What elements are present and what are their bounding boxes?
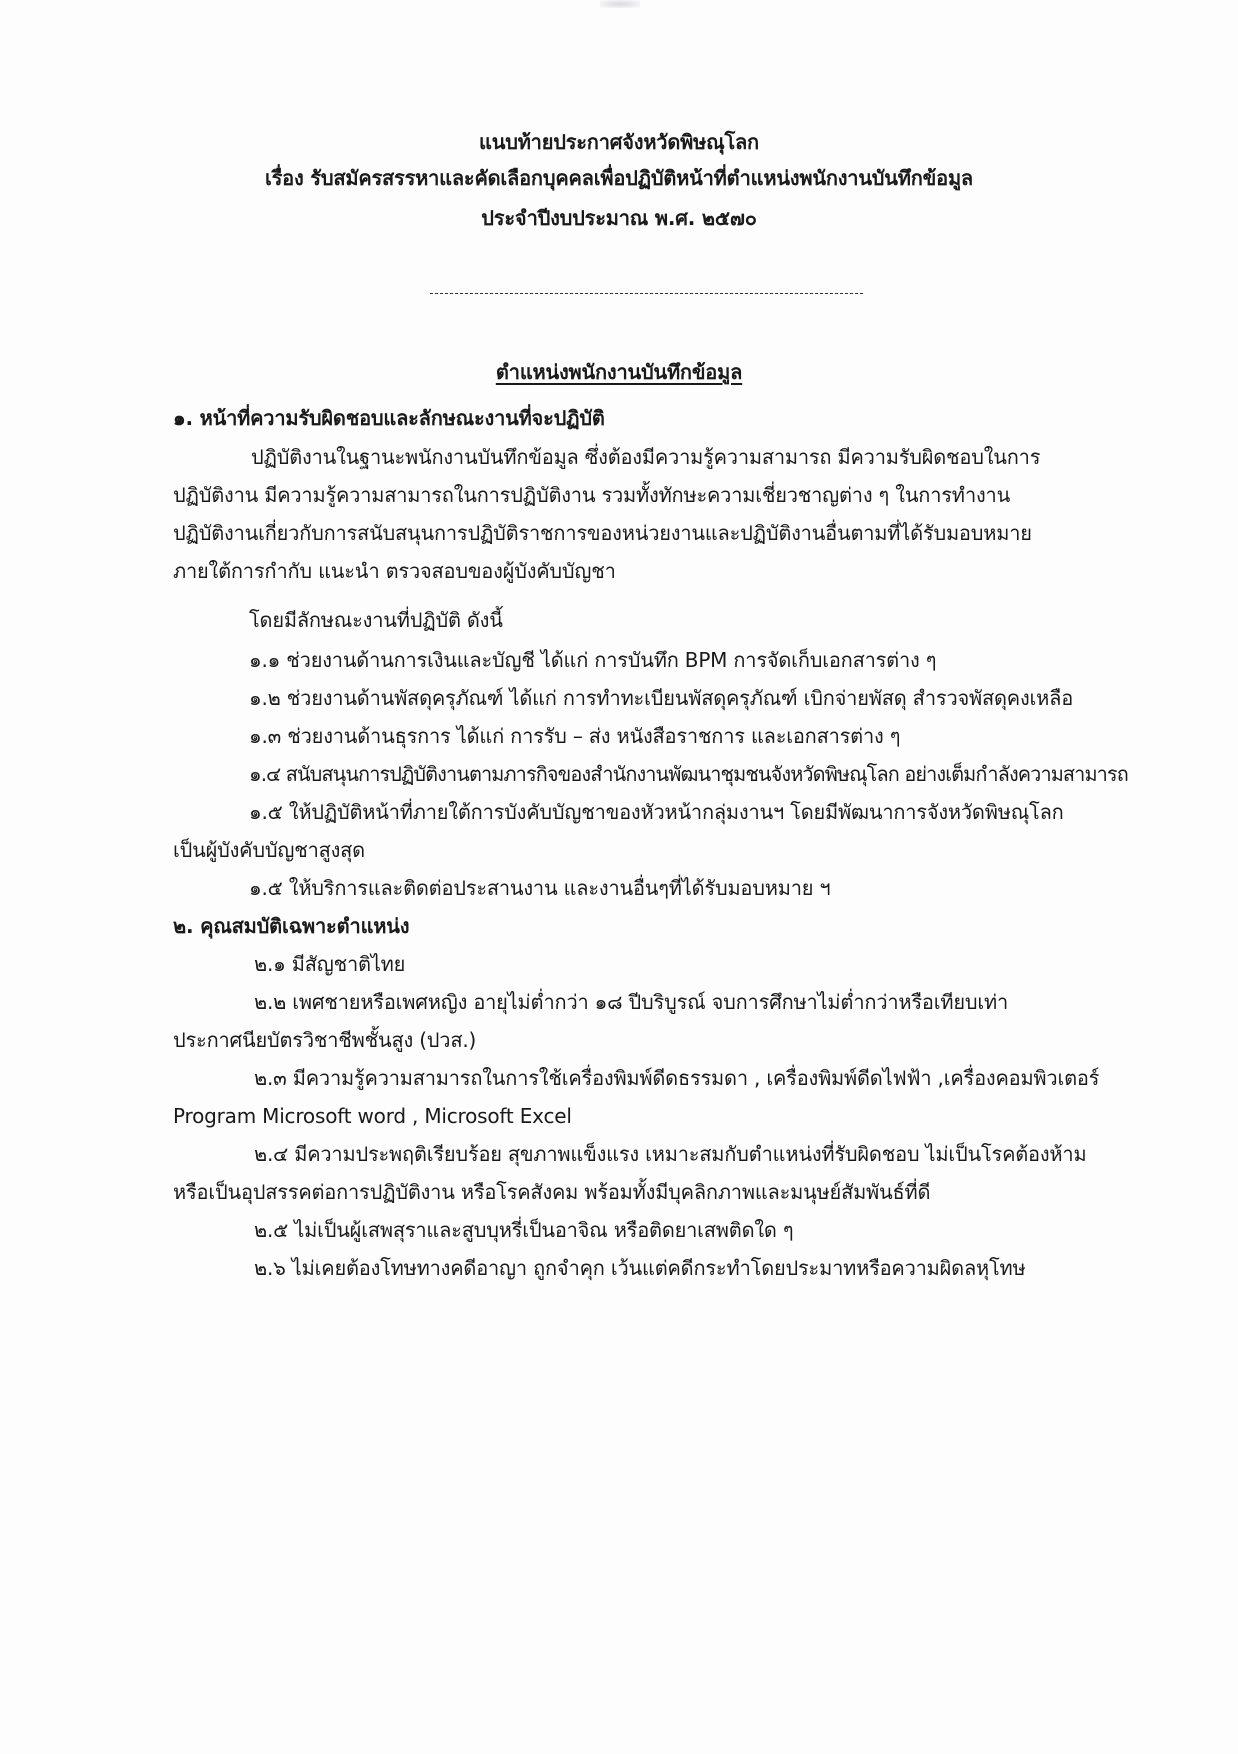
header-line-1: แนบท้ายประกาศจังหวัดพิษณุโลก — [479, 130, 759, 154]
section2-item: ๒.๔ มีความประพฤติเรียบร้อย สุขภาพแข็งแรง เหมาะสมกับตำแหน่งที่รับผิดชอบ ไม่เป็นโรคต้องห้าม — [254, 1142, 1087, 1166]
section2-item: ๒.๓ มีความรู้ความสามารถในการใช้เครื่องพิมพ์ดีดธรรมดา , เครื่องพิมพ์ดีดไฟฟ้า ,เครื่องคอมพิวเตอร์ — [254, 1066, 1100, 1090]
section1-para-line: ปฏิบัติงานในฐานะพนักงานบันทึกข้อมูล ซึ่งต้องมีความรู้ความสามารถ มีความรับผิดชอบในการ — [251, 445, 1041, 469]
position-title-text: ตำแหน่งพนักงานบันทึกข้อมูล — [495, 360, 743, 384]
section1-para-line: ปฏิบัติงานเกี่ยวกับการสนับสนุนการปฏิบัติราชการของหน่วยงานและปฏิบัติงานอื่นตามที่ได้รับมอบหมาย — [173, 521, 1032, 545]
header-line-2: เรื่อง รับสมัครสรรหาและคัดเลือกบุคคลเพื่อปฏิบัติหน้าที่ตำแหน่งพนักงานบันทึกข้อมูล — [264, 166, 973, 190]
section1-item: ๑.๒ ช่วยงานด้านพัสดุครุภัณฑ์ ได้แก่ การทำทะเบียนพัสดุครุภัณฑ์ เบิกจ่ายพัสดุ สำรวจพัสดุคงเหลือ — [249, 686, 1074, 710]
section1-item: ๑.๕ ให้บริการและติดต่อประสานงาน และงานอื่นๆที่ได้รับมอบหมาย ฯ — [249, 876, 831, 900]
section2-item: ประกาศนียบัตรวิชาชีพชั้นสูง (ปวส.) — [173, 1028, 477, 1052]
section2-item: ๒.๖ ไม่เคยต้องโทษทางคดีอาญา ถูกจำคุก เว้นแต่คดีกระทำโดยประมาทหรือความผิดลหุโทษ — [254, 1256, 1026, 1280]
section1-item: ๑.๓ ช่วยงานด้านธุรการ ได้แก่ การรับ – ส่ง หนังสือราชการ และเอกสารต่าง ๆ — [249, 724, 901, 748]
section1-intro: โดยมีลักษณะงานที่ปฏิบัติ ดังนี้ — [249, 608, 503, 632]
section1-para-line: ปฏิบัติงาน มีความรู้ความสามารถในการปฏิบัติงาน รวมทั้งทักษะความเชี่ยวชาญต่าง ๆ ในการทำงาน — [173, 483, 1011, 507]
section1-item: ๑.๕ ให้ปฏิบัติหน้าที่ภายใต้การบังคับบัญชาของหัวหน้ากลุ่มงานฯ โดยมีพัฒนาการจังหวัดพิษณุโลก — [249, 800, 1064, 824]
section1-heading: ๑. หน้าที่ความรับผิดชอบและลักษณะงานที่จะปฏิบัติ — [173, 406, 605, 430]
position-title — [0, 357, 1238, 387]
section2-item: หรือเป็นอุปสรรคต่อการปฏิบัติงาน หรือโรคสังคม พร้อมทั้งมีบุคลิกภาพและมนุษย์สัมพันธ์ที่ดี — [173, 1180, 931, 1204]
section1-item: ๑.๔ สนับสนุนการปฏิบัติงานตามภารกิจของสำนักงานพัฒนาชุมชนจังหวัดพิษณุโลก อย่างเต็มกำลังความสามารถ — [249, 762, 1128, 786]
section2-item: ๒.๑ มีสัญชาติไทย — [254, 952, 406, 976]
section1-para-line: ภายใต้การกำกับ แนะนำ ตรวจสอบของผู้บังคับบัญชา — [173, 559, 616, 583]
section1-item: เป็นผู้บังคับบัญชาสูงสุด — [173, 838, 365, 862]
header-line-3: ประจำปีงบประมาณ พ.ศ. ๒๕๗๐ — [481, 206, 757, 230]
section2-heading: ๒. คุณสมบัติเฉพาะตำแหน่ง — [173, 914, 410, 938]
scan-artifact — [600, 0, 640, 8]
header-divider — [430, 293, 863, 294]
section2-item: Program Microsoft word , Microsoft Excel — [173, 1104, 572, 1128]
section2-item: ๒.๒ เพศชายหรือเพศหญิง อายุไม่ต่ำกว่า ๑๘ ปีบริบูรณ์ จบการศึกษาไม่ต่ำกว่าหรือเทียบเท่า — [254, 990, 1009, 1014]
section1-item: ๑.๑ ช่วยงานด้านการเงินและบัญชี ได้แก่ การบันทึก BPM การจัดเก็บเอกสารต่าง ๆ — [249, 648, 937, 672]
section2-item: ๒.๕ ไม่เป็นผู้เสพสุราและสูบบุหรี่เป็นอาจิณ หรือติดยาเสพติดใด ๆ — [254, 1218, 794, 1242]
